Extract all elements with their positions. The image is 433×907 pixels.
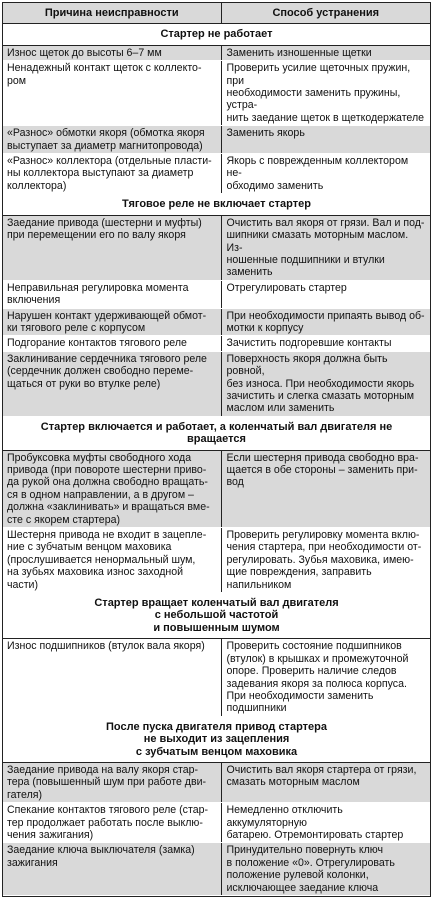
cause-cell: Нарушен контакт удерживающей обмот- ки тягового реле с корпусом <box>3 308 221 336</box>
section-header-row <box>3 593 430 639</box>
table-row <box>3 450 430 527</box>
section-title: Стартер не работает <box>3 24 430 45</box>
cause-cell: Заклинивание сердечника тягового реле (сердечник должен свободно переме- щаться от руки во втулке реле) <box>3 351 221 416</box>
section-title: Стартер включается и работает, а коленчатый вал двигателя не вращается <box>3 416 430 450</box>
table-row <box>3 843 430 896</box>
cause-cell: Спекание контактов тягового реле (стар- тер продолжает работать после выклю- чения зажигания) <box>3 803 221 843</box>
section-header-row <box>3 716 430 762</box>
table-row <box>3 280 430 308</box>
remedy-cell: Проверить регулировку момента вклю- чения стартера, при необходимости от- регулировать. Зубья маховика, имею- щие повреждения, заправить напильником <box>221 528 430 593</box>
table-row <box>3 351 430 416</box>
table-row <box>3 154 430 194</box>
section-header-row <box>3 194 430 215</box>
troubleshooting-table-wrapper <box>2 2 431 897</box>
cause-cell: Пробуксовка муфты свободного хода привода (при повороте шестерни приво- да рукой она должна свободно вращать- ся в одном направлении, а в другом – должна «заклинивать» и вращаться вме- сте с якорем стартера) <box>3 450 221 527</box>
table-row <box>3 61 430 126</box>
cause-cell: «Разнос» обмотки якоря (обмотка якоря выступает за диаметр магнитопровода) <box>3 126 221 154</box>
cause-cell: Подгорание контактов тягового реле <box>3 336 221 351</box>
cause-cell: Заедание привода на валу якоря стар- тера (повышенный шум при работе дви- гателя) <box>3 762 221 802</box>
cause-cell: Ненадежный контакт щеток с коллекто- ром <box>3 61 221 126</box>
table-row <box>3 336 430 351</box>
remedy-cell: Очистить вал якоря от грязи. Вал и под- шипники смазать моторным маслом. Из- ношенные подшипники и втулки заменить <box>221 215 430 280</box>
section-title: После пуска двигателя привод стартера не выходит из зацепления с зубчатым венцом маховика <box>3 716 430 762</box>
cause-cell: Износ подшипников (втулок вала якоря) <box>3 639 221 716</box>
table-row <box>3 126 430 154</box>
section-header-row <box>3 24 430 45</box>
remedy-cell: Очистить вал якоря стартера от грязи, смазать моторным маслом <box>221 762 430 802</box>
remedy-cell: Проверить состояние подшипников (втулок) в крышках и промежуточной опоре. Проверить наличие следов задевания якоря за полюса корпуса. При необходимости заменить подшипники <box>221 639 430 716</box>
cause-cell: Неправильная регулировка момента включения <box>3 280 221 308</box>
remedy-cell: Заменить якорь <box>221 126 430 154</box>
table-row <box>3 803 430 843</box>
table-row <box>3 639 430 716</box>
remedy-cell: Проверить усилие щеточных пружин, при необходимости заменить пружины, устра- нить заедание щеток в щеткодержателе <box>221 61 430 126</box>
cause-cell: Заедание ключа выключателя (замка) зажигания <box>3 843 221 896</box>
table-row <box>3 45 430 60</box>
cause-cell: Износ щеток до высоты 6–7 мм <box>3 45 221 60</box>
cause-cell: Шестерня привода не входит в зацепле- ние с зубчатым венцом маховика (прослушивается ненормальный шум, на зубьях маховика износ заходной части) <box>3 528 221 593</box>
remedy-cell: Отрегулировать стартер <box>221 280 430 308</box>
remedy-cell: Поверхность якоря должна быть ровной, без износа. При необходимости якорь зачистить и слегка смазать моторным маслом или заменить <box>221 351 430 416</box>
table-row <box>3 308 430 336</box>
section-title: Тяговое реле не включает стартер <box>3 194 430 215</box>
remedy-cell: Зачистить подгоревшие контакты <box>221 336 430 351</box>
remedy-cell: Если шестерня привода свободно вра- щается в обе стороны – заменить при- вод <box>221 450 430 527</box>
table-row <box>3 528 430 593</box>
remedy-cell: Немедленно отключить аккумуляторную батарею. Отремонтировать стартер <box>221 803 430 843</box>
cause-column-header: Причина неисправности <box>3 3 221 24</box>
table-body <box>3 24 430 896</box>
remedy-cell: Якорь с поврежденным коллектором не- обходимо заменить <box>221 154 430 194</box>
section-header-row <box>3 416 430 450</box>
troubleshooting-table <box>3 3 430 896</box>
table-row <box>3 215 430 280</box>
table-row <box>3 762 430 802</box>
cause-cell: «Разнос» коллектора (отдельные пласти- ны коллектора выступают за диаметр коллектора) <box>3 154 221 194</box>
cause-cell: Заедание привода (шестерни и муфты) при перемещении его по валу якоря <box>3 215 221 280</box>
section-title: Стартер вращает коленчатый вал двигателя с небольшой частотой и повышенным шумом <box>3 593 430 639</box>
remedy-column-header: Способ устранения <box>221 3 430 24</box>
table-header-row <box>3 3 430 24</box>
remedy-cell: Принудительно повернуть ключ в положение «0». Отрегулировать положение рулевой колонки, исключающее заедание ключа <box>221 843 430 896</box>
remedy-cell: Заменить изношенные щетки <box>221 45 430 60</box>
remedy-cell: При необходимости припаять вывод об- мотки к корпусу <box>221 308 430 336</box>
